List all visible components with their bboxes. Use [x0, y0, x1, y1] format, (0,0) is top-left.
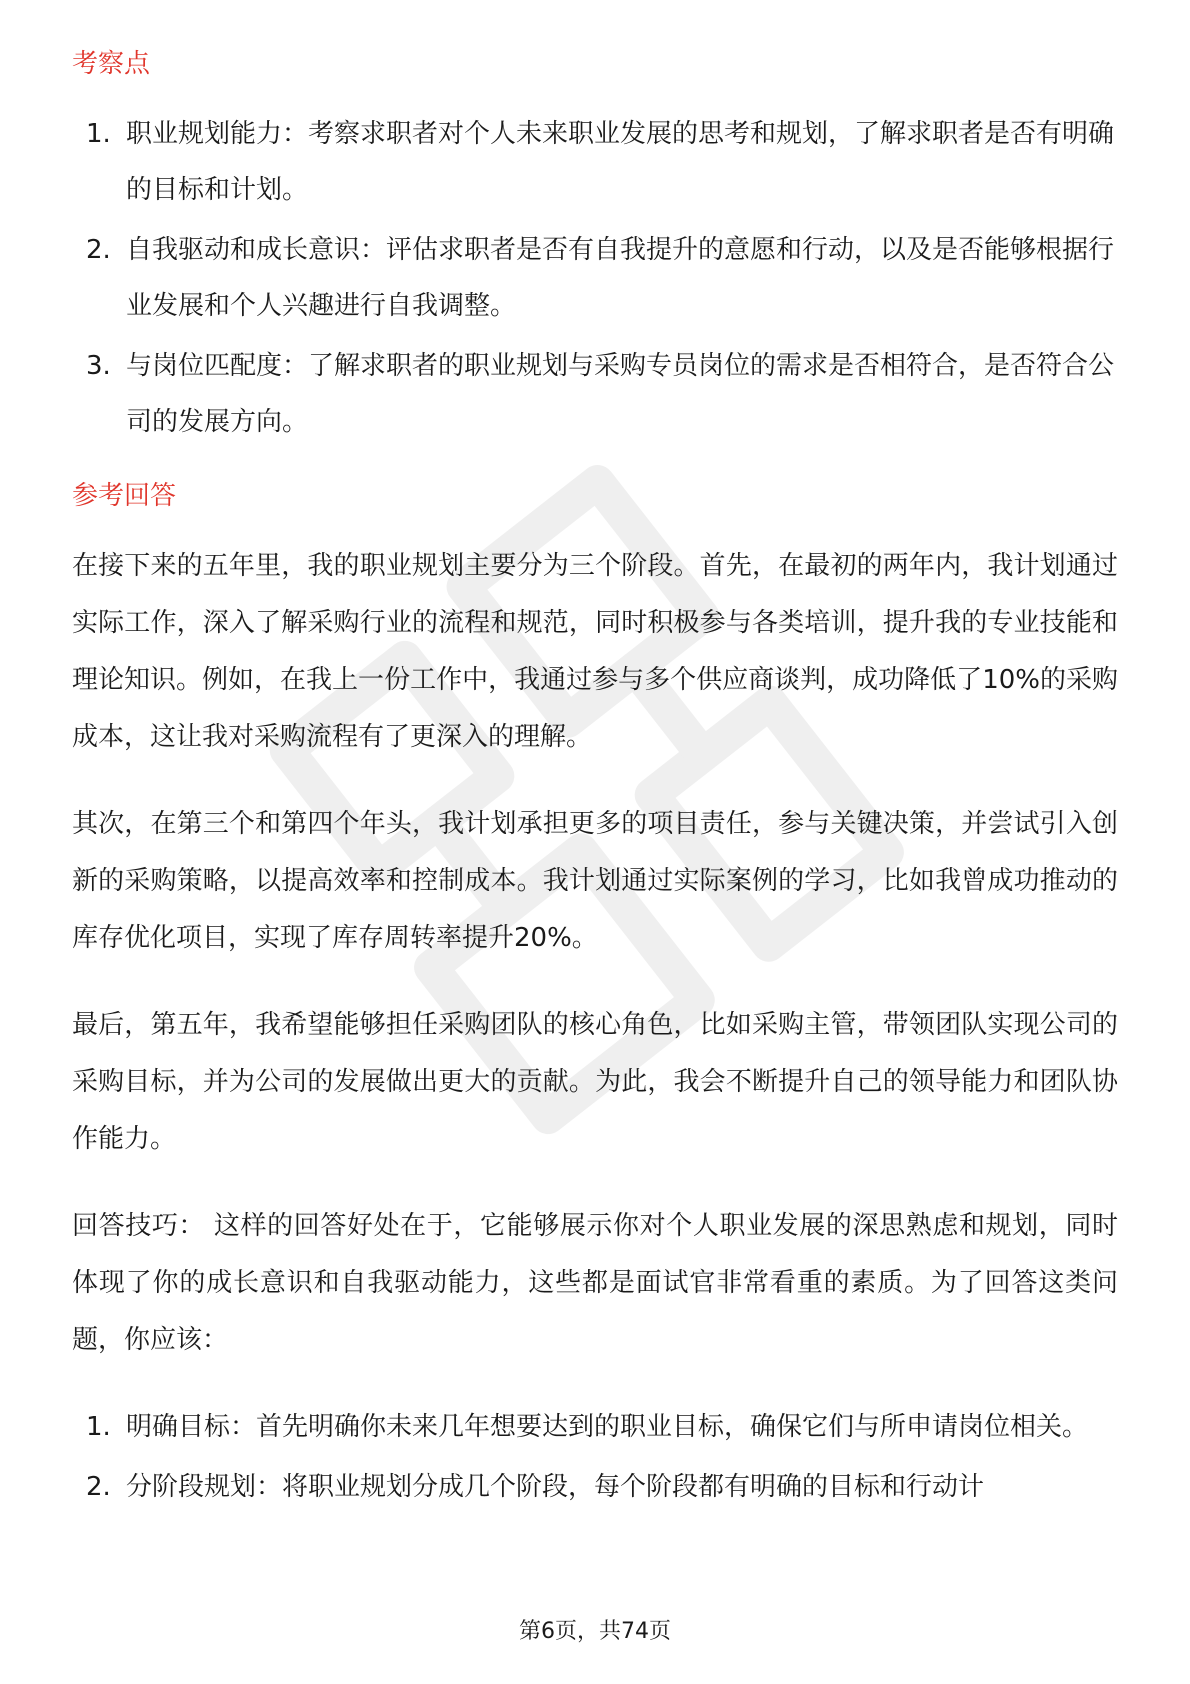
answer-paragraph: 最后，第五年，我希望能够担任采购团队的核心角色，比如采购主管，带领团队实现公司的采购目标，并为公司的发展做出更大的贡献。为此，我会不断提升自己的领导能力和团队协作能力。 — [72, 1010, 1118, 1154]
page-number-footer: 第6页，共74页 — [519, 1619, 671, 1644]
answer-paragraph: 其次，在第三个和第四个年头，我计划承担更多的项目责任，参与关键决策，并尝试引入创新的采购策略，以提高效率和控制成本。我计划通过实际案例的学习，比如我曾成功推动的库存优化项目，实现了库存周转率提升20%。 — [72, 809, 1118, 953]
list-item — [72, 106, 1118, 218]
list-number: 3. — [86, 351, 111, 381]
section-heading-cankaohuida: 参考回答 — [72, 481, 177, 511]
list-number: 2. — [86, 1472, 111, 1502]
list-number: 2. — [86, 235, 111, 265]
tips-list — [72, 1399, 1118, 1515]
answer-tips-paragraph: 回答技巧： 这样的回答好处在于，它能够展示你对个人职业发展的深思熟虑和规划，同时体现了你的成长意识和自我驱动能力，这些都是面试官非常看重的素质。为了回答这类问题，你应该： — [72, 1211, 1118, 1355]
main-content — [72, 44, 1118, 1519]
list-item — [72, 338, 1118, 450]
section-heading-kaochadian: 考察点 — [72, 49, 151, 79]
list-item-text: 与岗位匹配度：了解求职者的职业规划与采购专员岗位的需求是否相符合，是否符合公司的发展方向。 — [126, 351, 1115, 437]
list-item-text: 职业规划能力：考察求职者对个人未来职业发展的思考和规划，了解求职者是否有明确的目标和计划。 — [126, 119, 1115, 205]
answer-paragraph: 在接下来的五年里，我的职业规划主要分为三个阶段。首先，在最初的两年内，我计划通过实际工作，深入了解采购行业的流程和规范，同时积极参与各类培训，提升我的专业技能和理论知识。例如，在我上一份工作中，我通过参与多个供应商谈判，成功降低了10%的采购成本，这让我对采购流程有了更深入的理解。 — [72, 551, 1118, 752]
list-item — [72, 1399, 1118, 1455]
list-item-text: 明确目标：首先明确你未来几年想要达到的职业目标，确保它们与所申请岗位相关。 — [126, 1412, 1089, 1442]
list-item-text: 自我驱动和成长意识：评估求职者是否有自我提升的意愿和行动，以及是否能够根据行业发展和个人兴趣进行自我调整。 — [126, 235, 1115, 321]
list-number: 1. — [86, 1412, 111, 1442]
evaluation-points-list — [72, 106, 1118, 450]
list-item — [72, 222, 1118, 334]
list-item-text: 分阶段规划：将职业规划分成几个阶段，每个阶段都有明确的目标和行动计 — [126, 1472, 985, 1502]
list-item — [72, 1459, 1118, 1515]
list-number: 1. — [86, 119, 111, 149]
